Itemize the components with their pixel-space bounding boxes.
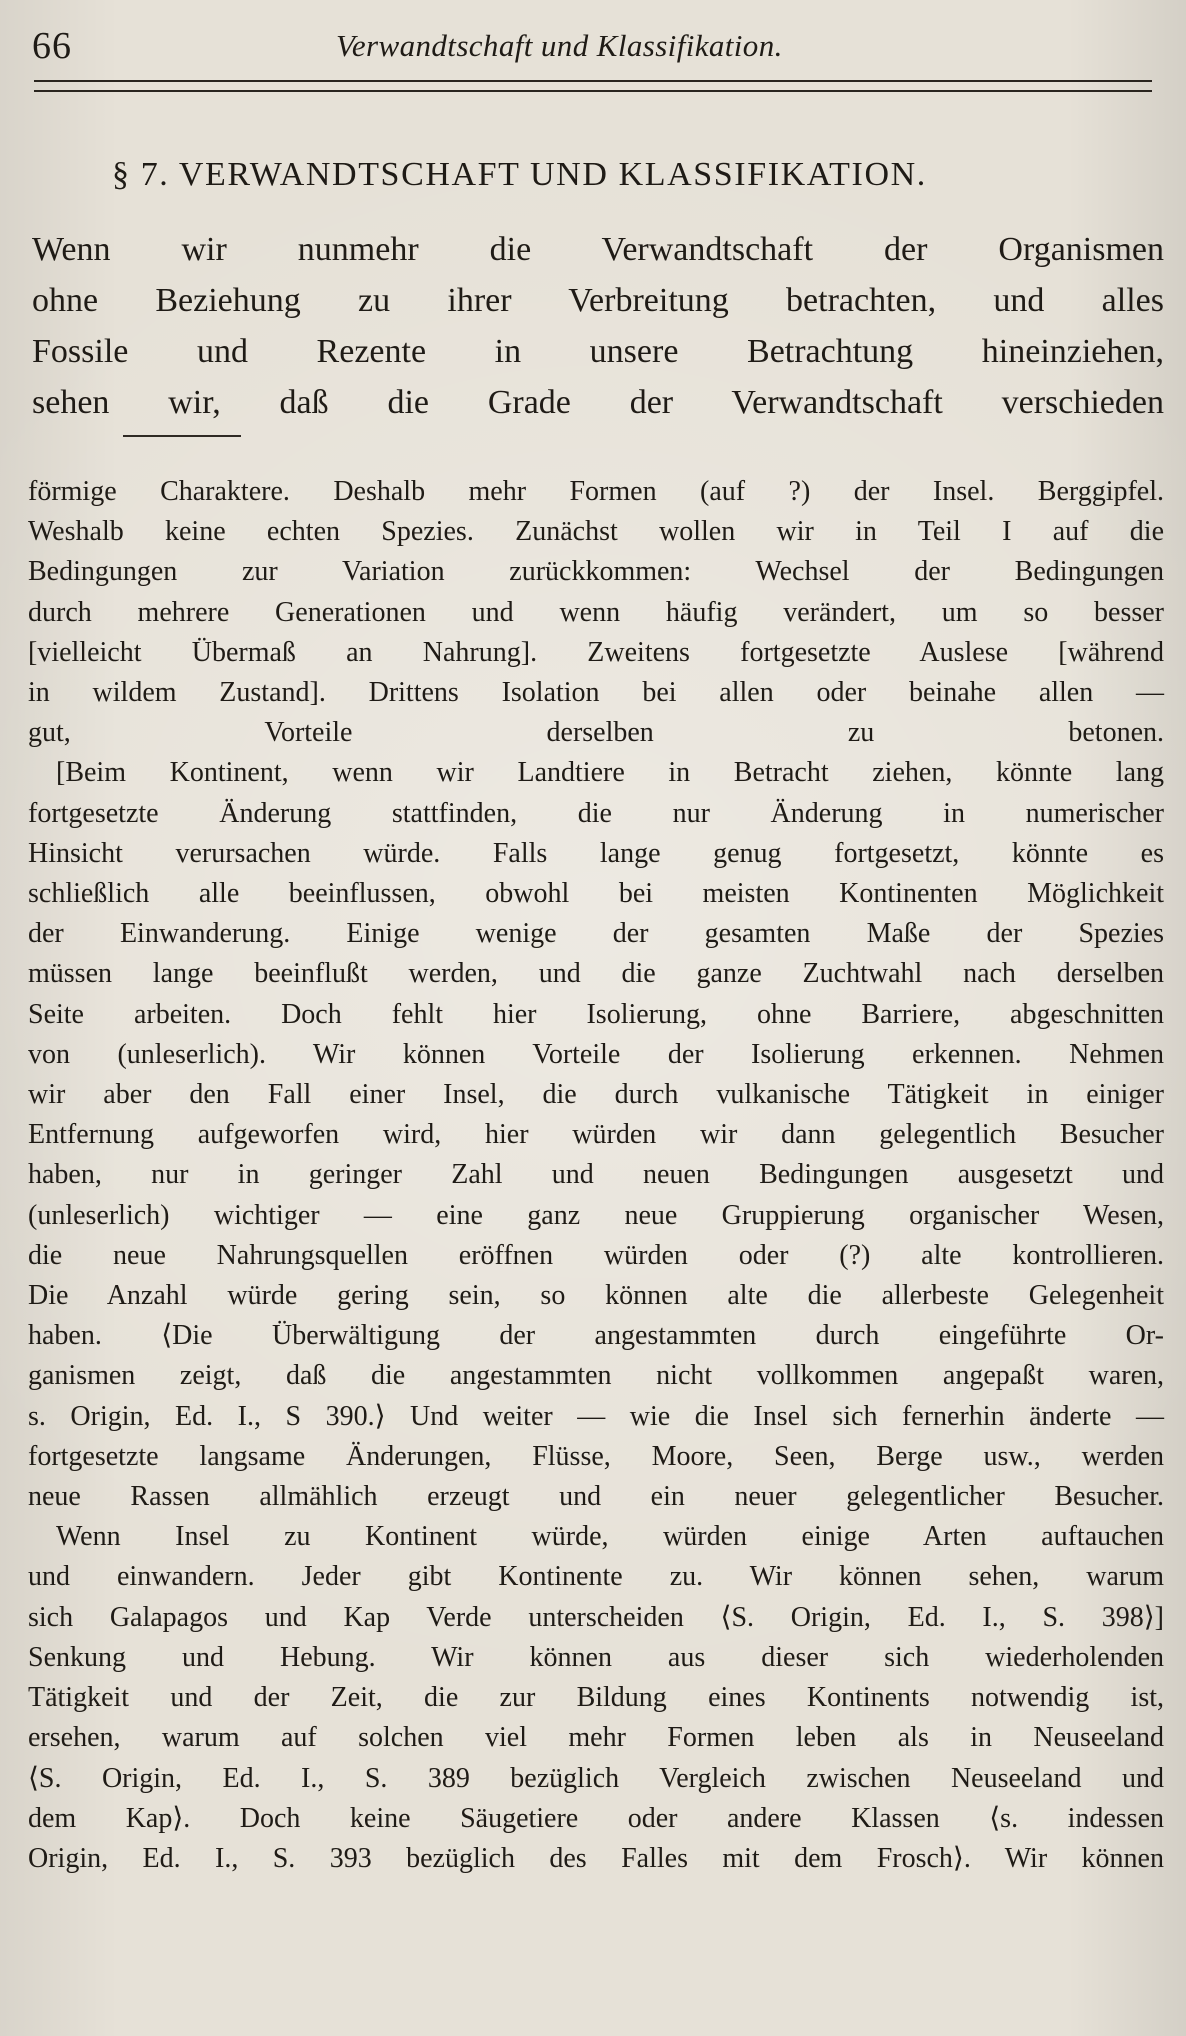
opening-line: ohne Beziehung zu ihrer Verbreitung betrachten, und alles [32,282,1164,319]
opening-line: sehen wir, daß die Grade der Verwandtschaft verschieden [32,384,1164,421]
text-line: haben, nur in geringer Zahl und neuen Bedingungen ausgesetzt und [28,1159,1164,1191]
text-line: fortgesetzte Änderung stattfinden, die nur Änderung in numerischer [28,797,1164,829]
text-line: durch mehrere Generationen und wenn häufig verändert, um so besser [28,596,1164,628]
text-line: sich Galapagos und Kap Verde unterscheiden ⟨S. Origin, Ed. I., S. 398⟩] [28,1601,1164,1633]
text-line: neue Rassen allmählich erzeugt und ein neuer gelegentlicher Besucher. [28,1481,1164,1513]
text-line: Senkung und Hebung. Wir können aus dieser sich wiederholenden [28,1641,1164,1673]
text-line: Die Anzahl würde gering sein, so können alte die allerbeste Gelegenheit [28,1280,1164,1312]
text-line: ersehen, warum auf solchen viel mehr Formen leben als in Neuseeland [28,1722,1164,1754]
text-line: ⟨S. Origin, Ed. I., S. 389 bezüglich Vergleich zwischen Neuseeland und [28,1762,1164,1794]
text-line: Weshalb keine echten Spezies. Zunächst wollen wir in Teil I auf die [28,516,1164,548]
running-head [32,18,1152,76]
text-line: [Beim Kontinent, wenn wir Landtiere in Betracht ziehen, könnte lang [56,757,1164,789]
text-line: förmige Charaktere. Deshalb mehr Formen (auf ?) der Insel. Berggipfel. [28,476,1164,507]
text-line: und einwandern. Jeder gibt Kontinente zu. Wir können sehen, warum [28,1561,1164,1593]
text-line: gut, Vorteile derselben zu betonen. [28,717,1164,749]
text-line: (unleserlich) wichtiger — eine ganz neue Gruppierung organischer Wesen, [28,1199,1164,1231]
text-line: Bedingungen zur Variation zurückkommen: Wechsel der Bedingungen [28,556,1164,588]
opening-line: Wenn wir nunmehr die Verwandtschaft der Organismen [32,231,1164,268]
text-line: haben. ⟨Die Überwältigung der angestammten durch eingeführte Or- [28,1320,1164,1352]
text-line: von (unleserlich). Wir können Vorteile der Isolierung erkennen. Nehmen [28,1038,1164,1070]
text-line: s. Origin, Ed. I., S 390.⟩ Und weiter — wie die Insel sich fernerhin änderte — [28,1400,1164,1432]
text-line: schließlich alle beeinflussen, obwohl bei meisten Kontinenten Möglichkeit [28,878,1164,910]
text-line: ganismen zeigt, daß die angestammten nicht vollkommen angepaßt waren, [28,1360,1164,1392]
text-line: in wildem Zustand]. Drittens Isolation bei allen oder beinahe allen — [28,677,1164,709]
opening-paragraph [32,224,1164,428]
text-line: Origin, Ed. I., S. 393 bezüglich des Falles mit dem Frosch⟩. Wir können [28,1842,1164,1874]
text-line: Hinsicht verursachen würde. Falls lange genug fortgesetzt, könnte es [28,837,1164,869]
text-line: Seite arbeiten. Doch fehlt hier Isolierung, ohne Barriere, abgeschnitten [28,998,1164,1030]
text-line: fortgesetzte langsame Änderungen, Flüsse, Moore, Seen, Berge usw., werden [28,1440,1164,1472]
text-line: müssen lange beeinflußt werden, und die ganze Zuchtwahl nach derselben [28,958,1164,990]
text-line: der Einwanderung. Einige wenige der gesamten Maße der Spezies [28,918,1164,950]
text-line: Wenn Insel zu Kontinent würde, würden einige Arten auftauchen [56,1521,1164,1553]
text-line: [vielleicht Übermaß an Nahrung]. Zweitens fortgesetzte Auslese [während [28,636,1164,668]
separator-rule [123,435,241,437]
page-number: 66 [32,25,72,67]
running-title: Verwandtschaft und Klassifikation. [336,28,783,63]
text-line: Tätigkeit und der Zeit, die zur Bildung eines Kontinents notwendig ist, [28,1682,1164,1714]
body-text [28,472,1164,1879]
section-heading: § 7. VERWANDTSCHAFT UND KLASSIFIKATION. [112,156,927,193]
opening-line: Fossile und Rezente in unsere Betrachtung hineinziehen, [32,333,1164,370]
text-line: dem Kap⟩. Doch keine Säugetiere oder andere Klassen ⟨s. indessen [28,1802,1164,1834]
header-double-rule [34,80,1152,92]
text-line: die neue Nahrungsquellen eröffnen würden oder (?) alte kontrollieren. [28,1239,1164,1271]
text-line: Entfernung aufgeworfen wird, hier würden wir dann gelegentlich Besucher [28,1119,1164,1151]
text-line: wir aber den Fall einer Insel, die durch vulkanische Tätigkeit in einiger [28,1079,1164,1111]
